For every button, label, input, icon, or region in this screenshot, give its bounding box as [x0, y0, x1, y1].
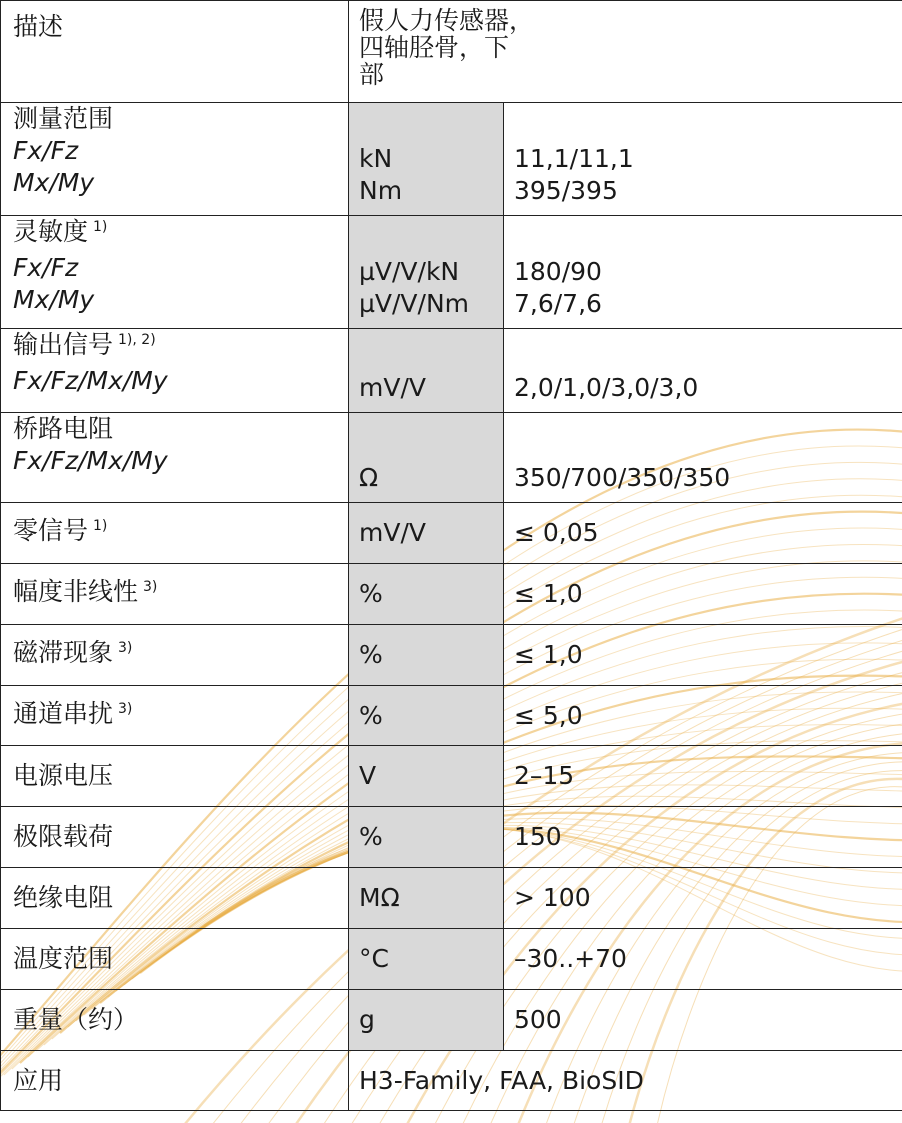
footnote-ref: 1), 2): [118, 332, 156, 348]
row-unit: MΩ: [349, 868, 504, 929]
row-value: > 100: [504, 868, 902, 929]
row-value: 150: [504, 807, 902, 868]
application-value: H3-Family, FAA, BioSID: [349, 1051, 902, 1111]
table-row: [1, 625, 902, 686]
table-row: [1, 990, 902, 1051]
description-label: 描述: [1, 1, 349, 103]
footnote-ref: 1): [93, 219, 108, 235]
row-value: 500: [504, 990, 902, 1051]
table-row: [1, 686, 902, 746]
footnote-ref: 3): [118, 700, 133, 717]
row-value: ≤ 1,0: [504, 625, 902, 686]
row-unit: Ω: [349, 413, 504, 503]
table-row: [1, 329, 902, 413]
row-unit: V: [349, 746, 504, 807]
table-row: [1, 807, 902, 868]
footnote-ref: 1): [93, 518, 108, 534]
row-unit: mV/V: [349, 503, 504, 564]
row-label: 温度范围: [1, 929, 349, 990]
row-value: ≤ 5,0: [504, 686, 902, 746]
row-unit: mV/V: [349, 329, 504, 413]
table-row: [1, 746, 902, 807]
row-label: 零信号 $^{1)}$: [1, 503, 349, 564]
row-value: ≤ 0,05: [504, 503, 902, 564]
row-label: 极限载荷: [1, 807, 349, 868]
application-label: 应用: [1, 1051, 349, 1111]
row-label: 测量范围 Fx/Fz Mx/My: [1, 103, 349, 216]
row-label: 输出信号 $^{1), 2)}$ Fx/Fz/Mx/My: [1, 329, 349, 413]
footnote-ref: 3): [118, 640, 133, 656]
row-value: –30..+70: [504, 929, 902, 990]
row-unit: °C: [349, 929, 504, 990]
row-label: 绝缘电阻: [1, 868, 349, 929]
row-unit: %: [349, 625, 504, 686]
row-label: 通道串扰 $^{3)}$: [1, 686, 349, 746]
description-value: [349, 1, 902, 103]
row-unit: g: [349, 990, 504, 1051]
title-line: 四轴胫骨，下: [359, 33, 510, 62]
row-value: 350/700/350/350: [504, 413, 902, 503]
title-line: 假人力传感器，: [359, 6, 535, 35]
row-unit: µV/V/kN µV/V/Nm: [349, 216, 504, 329]
row-label: 灵敏度 $^{1)}$ Fx/Fz Mx/My: [1, 216, 349, 329]
header-row: [1, 1, 902, 103]
table-row: [1, 564, 902, 625]
row-value: 2,0/1,0/3,0/3,0: [504, 329, 902, 413]
footnote-ref: 3): [143, 579, 158, 595]
table-row: [1, 868, 902, 929]
row-unit: %: [349, 564, 504, 625]
row-label: 电源电压: [1, 746, 349, 807]
row-label: 磁滞现象 $^{3)}$: [1, 625, 349, 686]
table-row: [1, 413, 902, 503]
row-unit: kN Nm: [349, 103, 504, 216]
row-unit: %: [349, 807, 504, 868]
table-row: [1, 103, 902, 216]
row-label: 重量（约）: [1, 990, 349, 1051]
table-row: [1, 503, 902, 564]
row-value: 11,1/11,1 395/395: [504, 103, 902, 216]
table-row: [1, 216, 902, 329]
row-value: 2–15: [504, 746, 902, 807]
row-value: 180/90 7,6/7,6: [504, 216, 902, 329]
title-line: 部: [359, 60, 385, 89]
row-unit: %: [349, 686, 504, 746]
row-label: 桥路电阻 Fx/Fz/Mx/My: [1, 413, 349, 503]
row-value: ≤ 1,0: [504, 564, 902, 625]
table-row: [1, 929, 902, 990]
row-label: 幅度非线性 $^{3)}$: [1, 564, 349, 625]
footer-row: [1, 1051, 902, 1111]
